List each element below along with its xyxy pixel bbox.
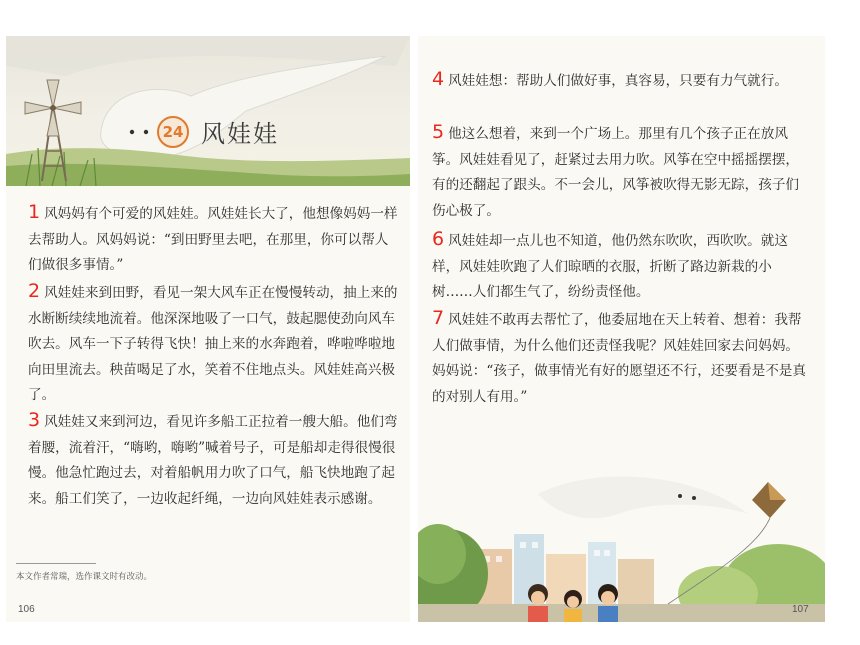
paragraph-7 (432, 308, 812, 410)
paragraph-number: 1 (28, 201, 41, 223)
paragraph-number: 3 (28, 409, 41, 431)
paragraph-6 (432, 229, 812, 306)
paragraph-text: 风妈妈有个可爱的风娃娃。风娃娃长大了，他想像妈妈一样去帮助人。风妈妈说：“到田野里去吧，在那里，你可以帮人们做很多事情。” (28, 206, 398, 273)
footnote-divider (16, 563, 96, 564)
plaza-scene (418, 454, 825, 622)
page-number-left: 106 (18, 604, 35, 615)
lesson-number-badge: 24 (157, 116, 189, 148)
page-number-right: 107 (792, 604, 809, 615)
paragraph-number: 7 (432, 307, 445, 329)
paragraph-text: 他这么想着，来到一个广场上。那里有几个孩子正在放风筝。风娃娃看见了，赶紧过去用力吹。风筝在空中摇摇摆摆，有的还翻起了跟头。不一会儿，风筝被吹得无影无踪，孩子们伤心极了。 (432, 126, 800, 219)
scene-illustration (418, 454, 825, 622)
right-page (418, 36, 825, 622)
paragraph-text: 风娃娃想：帮助人们做好事，真容易，只要有力气就行。 (448, 73, 788, 89)
paragraph-number: 4 (432, 68, 445, 90)
paragraph-4 (432, 69, 812, 95)
lesson-title: 风娃娃 (201, 120, 279, 148)
left-page (6, 36, 410, 622)
paragraph-number: 6 (432, 228, 445, 250)
paragraph-text: 风娃娃又来到河边，看见许多船工正拉着一艘大船。他们弯着腰，流着汗，“嗨哟，嗨哟”喊着号子，可是船却走得很慢很慢。他急忙跑过去，对着船帆用力吹了口气，船飞快地跑了起来。船工们笑了，一边收起纤绳，一边向风娃娃表示感谢。 (28, 414, 398, 507)
footnote: 本文作者常瑞，选作课文时有改动。 (16, 572, 153, 582)
lesson-banner (6, 36, 410, 186)
paragraph-5 (432, 122, 812, 224)
paragraph-number: 5 (432, 121, 445, 143)
banner-illustration (6, 36, 410, 186)
paragraph-3 (28, 410, 398, 512)
paragraph-text: 风娃娃却一点儿也不知道，他仍然东吹吹，西吹吹。就这样，风娃娃吹跑了人们晾晒的衣服，折断了路边新栽的小树……人们都生气了，纷纷责怪他。 (432, 233, 788, 300)
paragraph-number: 2 (28, 280, 41, 302)
paragraph-2 (28, 281, 398, 409)
paragraph-1 (28, 202, 398, 279)
paragraph-text: 风娃娃来到田野，看见一架大风车正在慢慢转动，抽上来的水断断续续地流着。他深深地吸了一口气，鼓起腮使劲向风车吹去。风车一下子转得飞快！抽上来的水奔跑着，哗啦哗啦地向田里流去。秧苗喝足了水，笑着不住地点头。风娃娃高兴极了。 (28, 285, 398, 403)
paragraph-text: 风娃娃不敢再去帮忙了，他委屈地在天上转着、想着：我帮人们做事情，为什么他们还责怪我呢？风娃娃回家去问妈妈。妈妈说：“孩子，做事情光有好的愿望还不行，还要看是不是真的对别人有用。” (432, 312, 806, 405)
